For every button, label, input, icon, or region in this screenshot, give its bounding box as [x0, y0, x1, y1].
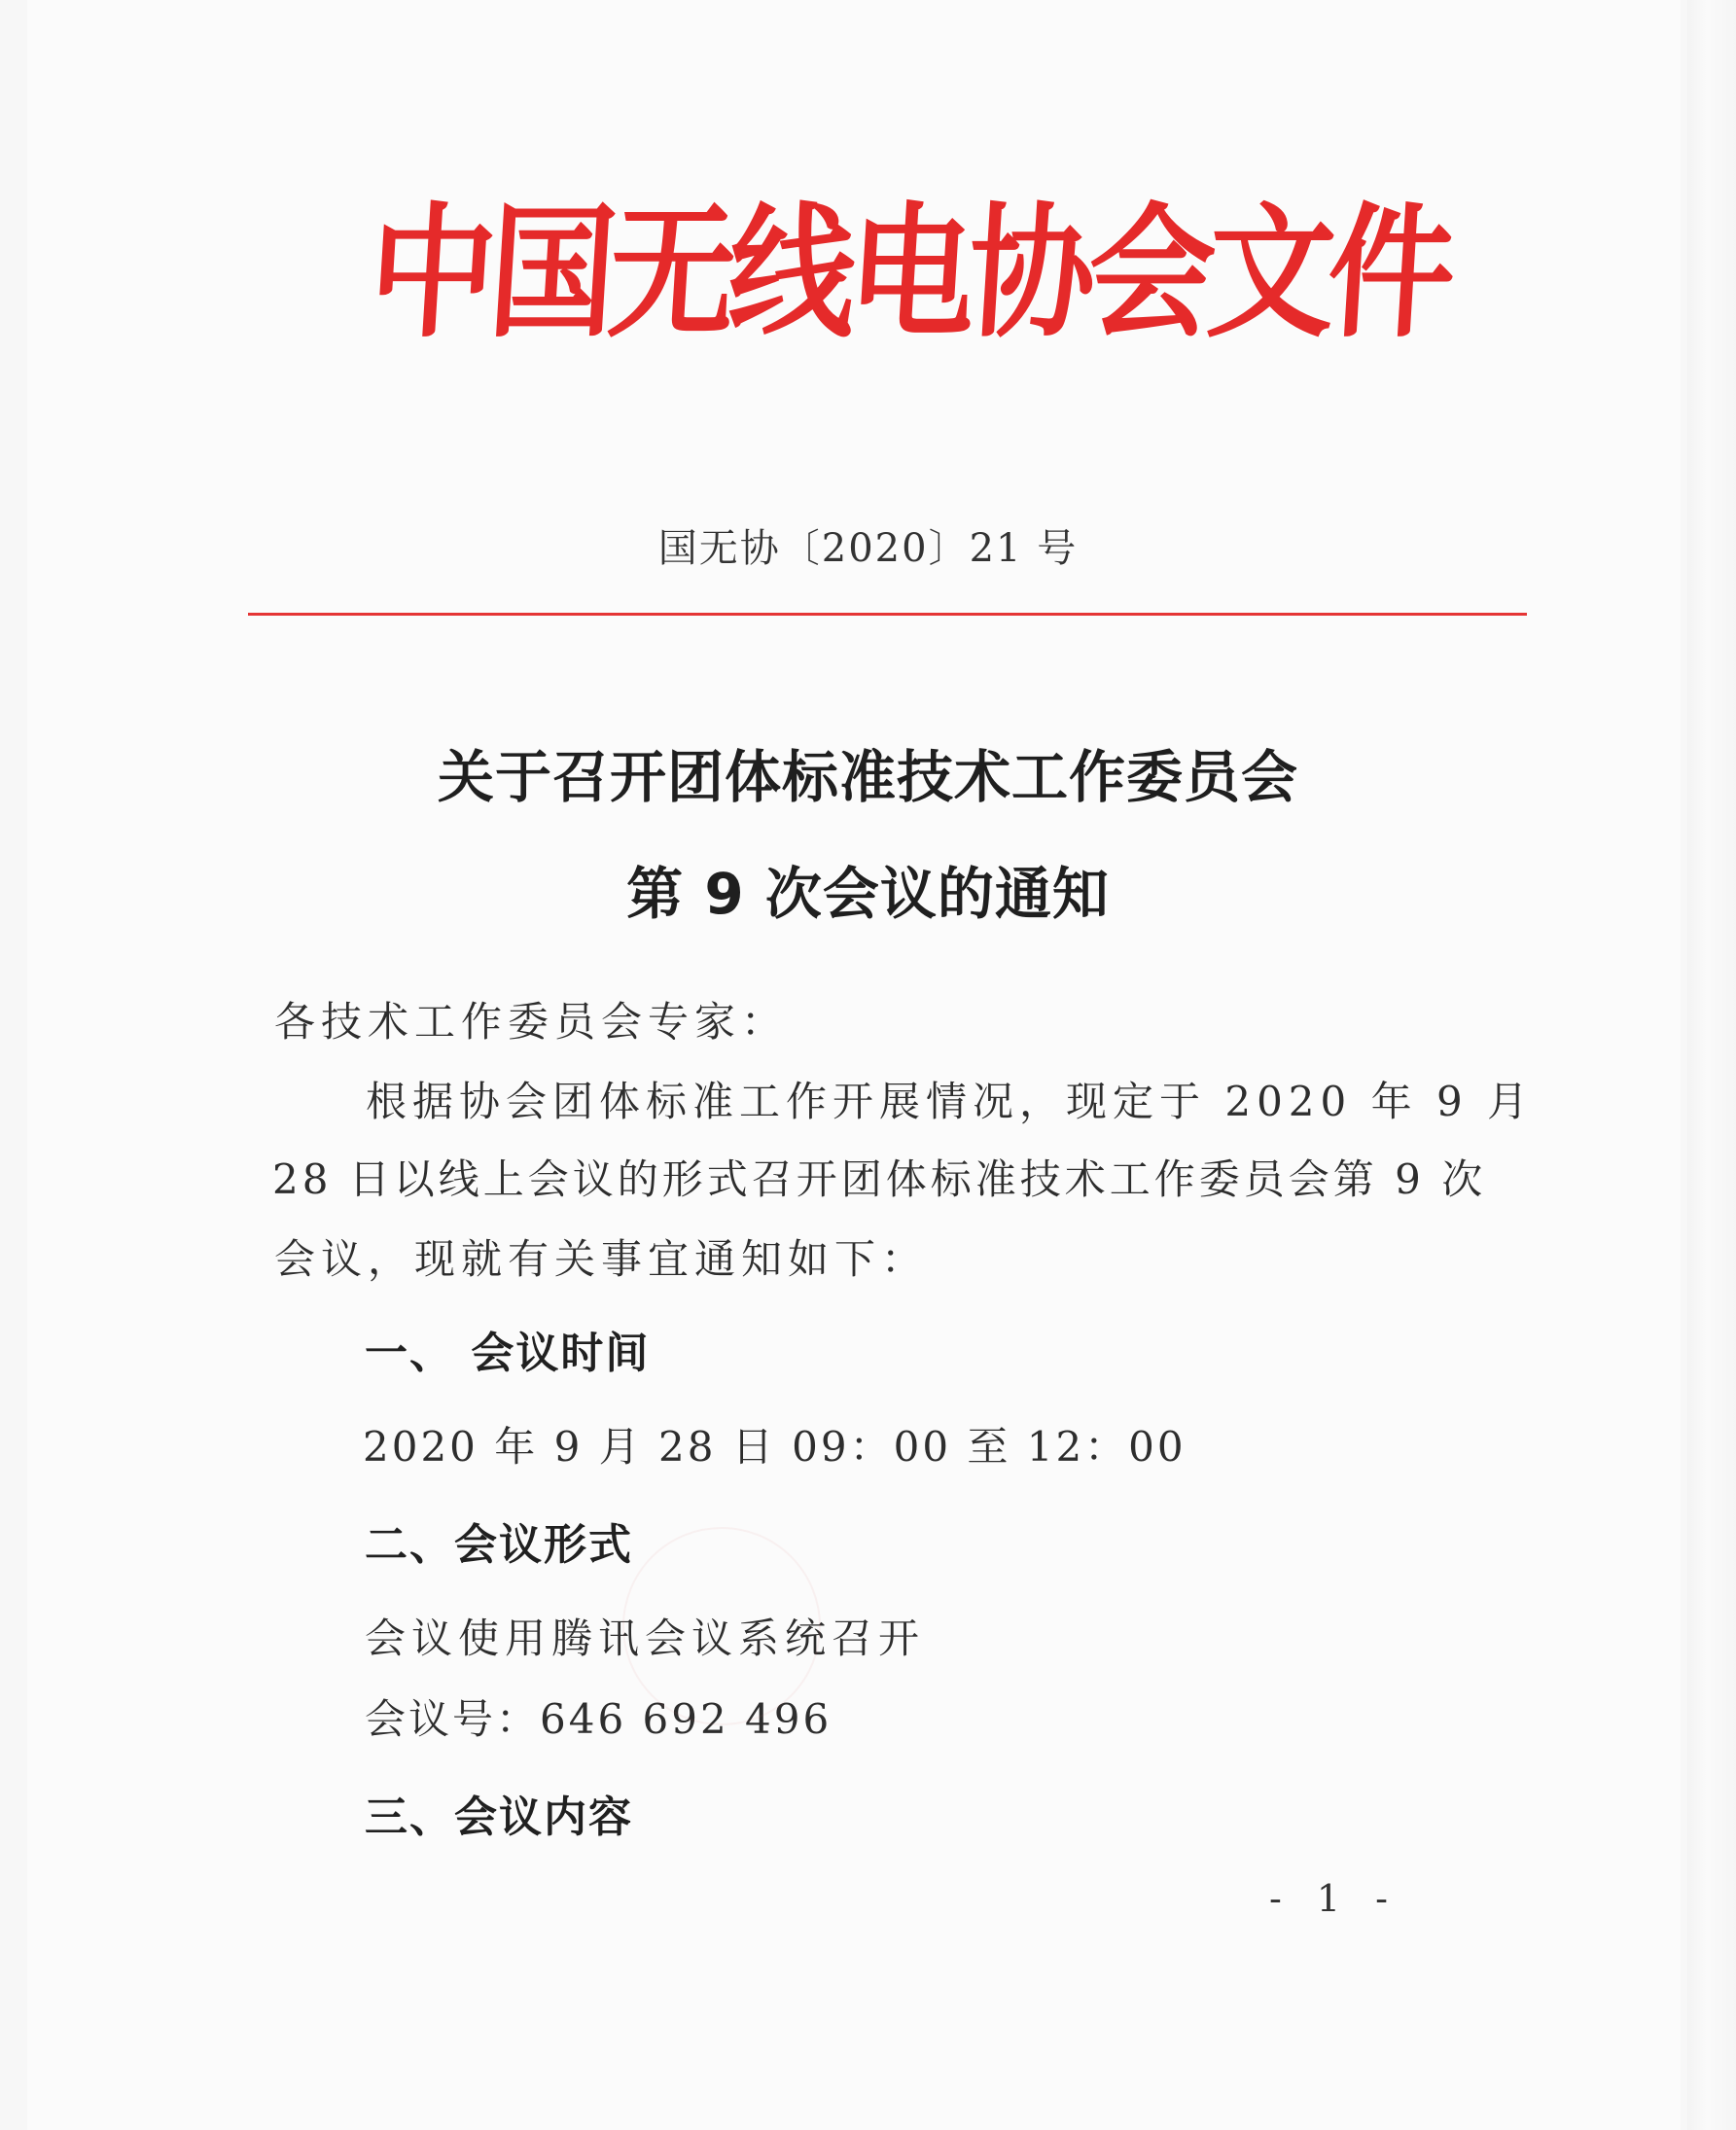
salutation: 各技术工作委员会专家： — [274, 998, 789, 1046]
red-divider-line — [248, 613, 1527, 616]
body-paragraph-line-1: 根据协会团体标准工作开展情况，现定于 2020 年 9 月 — [366, 1078, 1535, 1125]
body-paragraph-line-2: 28 日以线上会议的形式召开团体标准技术工作委员会第 9 次 — [272, 1155, 1487, 1203]
document-number: 国无协〔2020〕21 号 — [657, 526, 1079, 571]
page-number: - 1 - — [1269, 1877, 1400, 1920]
scan-edge — [1687, 0, 1736, 2130]
faint-seal-trace — [622, 1527, 821, 1725]
body-paragraph-line-3: 会议，现就有关事宜通知如下： — [274, 1235, 929, 1283]
meeting-id: 会议号：646 692 496 — [365, 1695, 833, 1743]
section-1-heading: 一、 会议时间 — [365, 1329, 651, 1378]
notice-title-line-2: 第 9 次会议的通知 — [626, 861, 1110, 927]
section-2-heading: 二、会议形式 — [365, 1520, 633, 1570]
section-3-heading: 三、会议内容 — [365, 1793, 633, 1842]
meeting-time: 2020 年 9 月 28 日 09：00 至 12：00 — [363, 1423, 1187, 1471]
meeting-format: 会议使用腾讯会议系统召开 — [365, 1615, 926, 1662]
notice-title-line-1: 关于召开团体标准技术工作委员会 — [437, 744, 1298, 810]
issuer-header-title: 中国无线电协会文件 — [364, 188, 1454, 357]
